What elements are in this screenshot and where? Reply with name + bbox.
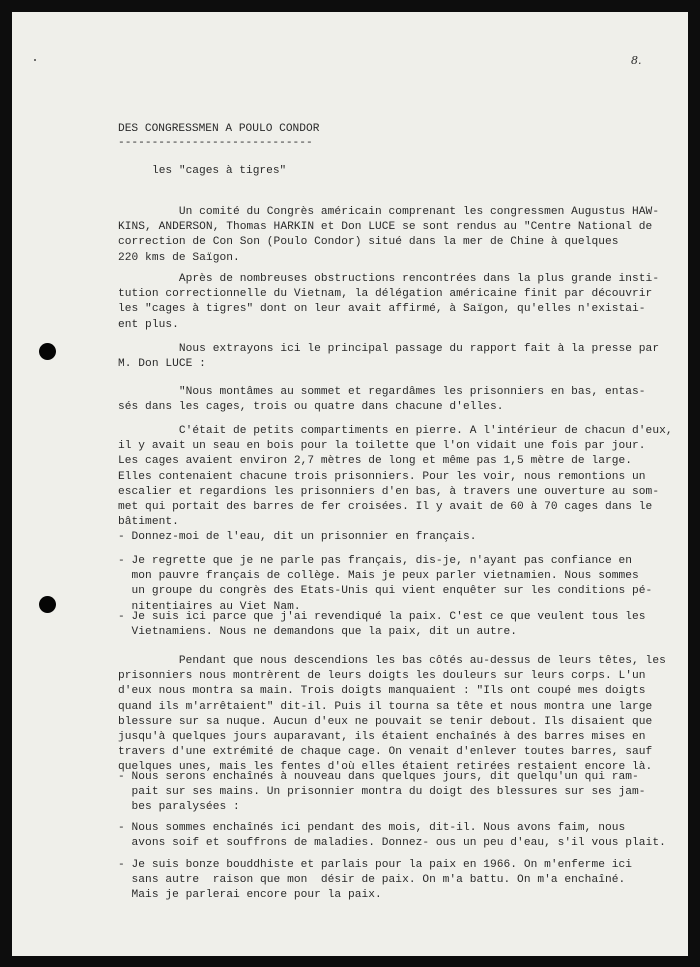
punch-hole-bottom (39, 596, 56, 613)
page-number: 8. (631, 54, 642, 67)
text-line: Un comité du Congrès américain comprenant les congressmen Augustus HAW- (118, 206, 660, 218)
punch-hole-top (39, 343, 56, 360)
text-line: bâtiment. (118, 516, 179, 529)
text-line: - Je suis ici parce que j'ai revendiqué la paix. C'est ce que veulent tous les (118, 611, 646, 623)
text-line: "Nous montâmes au sommet et regardâmes les prisonniers en bas, entas- (118, 386, 646, 398)
text-line: sés dans les cages, trois ou quatre dans chacune d'elles. (118, 401, 504, 414)
text-line: les "cages à tigres" dont on leur avait affirmé, à Saïgon, qu'elles n'existai- (118, 303, 646, 316)
text-line: prisonniers nous montrèrent de leurs doigts les douleurs sur leurs corps. L'un (118, 670, 646, 683)
document-subtitle: les "cages à tigres" (152, 165, 287, 177)
text-line: - Nous sommes enchaînés ici pendant des mois, dit-il. Nous avons faim, nous (118, 822, 626, 834)
text-line: jusqu'à quelques jours auparavant, ils étaient enchaînés à des barres mises en (118, 731, 646, 743)
text-line: C'était de petits compartiments en pierre. A l'intérieur de chacun d'eux, (118, 425, 673, 437)
text-line: d'eux nous montra sa main. Trois doigts manquaient : "Ils ont coupé mes doigts (118, 685, 646, 698)
text-line: Vietnamiens. Nous ne demandons que la paix, dit un autre. (118, 626, 518, 639)
text-line: met qui portait des barres de fer croisées. Il y avait de 60 à 70 cages dans le (118, 501, 653, 513)
text-line: Les cages avaient environ 2,7 mètres de long et même pas 1,5 mètre de large. (118, 455, 633, 468)
text-line: un groupe du congrès des Etats-Unis qui vient enquêter sur les conditions pé- (118, 585, 653, 598)
text-line: 220 kms de Saïgon. (118, 251, 240, 264)
text-line: mon pauvre français de collège. Mais je peux parler vietnamien. Nous sommes (118, 570, 639, 583)
text-line: M. Don LUCE : (118, 358, 206, 371)
heading-underline: ----------------------------- (118, 137, 313, 149)
text-line: quelques unes, mais les fentes d'où elles étaient retirées restaient encore là. (118, 761, 653, 774)
text-line: pait sur ses mains. Un prisonnier montra du doigt des blessures sur ses jam- (118, 786, 646, 799)
text-line: Après de nombreuses obstructions rencontrées dans la plus grande insti- (118, 273, 660, 285)
text-line: tution correctionnelle du Vietnam, la délégation américaine finit par découvrir (118, 288, 653, 301)
text-line: blessure sur sa nuque. Aucun d'eux ne pouvait se tenir debout. Ils disaient que (118, 715, 653, 728)
text-line: escalier et regardions les prisonniers d'en bas, à travers une ouverture au som- (118, 485, 660, 498)
text-line: Mais je parlerai encore pour la paix. (118, 889, 382, 902)
text-line: Elles contenaient chacune trois prisonniers. Pour les voir, nous remontions un (118, 470, 646, 483)
text-line: correction de Con Son (Poulo Condor) situé dans la mer de Chine à quelques (118, 236, 619, 249)
text-line: ent plus. (118, 318, 179, 331)
text-line: travers d'une extrémité de chaque cage. On venait d'enlever toutes barres, sauf (118, 746, 653, 759)
text-line: sans autre raison que mon désir de paix. On m'a battu. On m'a enchaîné. (118, 874, 626, 887)
document-page (12, 12, 688, 956)
text-line: bes paralysées : (118, 801, 240, 814)
text-line: - Je regrette que je ne parle pas français, dis-je, n'ayant pas confiance en (118, 555, 633, 567)
document-heading: DES CONGRESSMEN A POULO CONDOR (118, 123, 320, 135)
text-line: KINS, ANDERSON, Thomas HARKIN et Don LUCE se sont rendus au "Centre National de (118, 221, 653, 234)
text-line: - Donnez-moi de l'eau, dit un prisonnier en français. (118, 531, 477, 543)
text-line: quand ils m'arrêtaient" dit-il. Puis il tourna sa tête et nous montra une large (118, 700, 653, 713)
text-line: Pendant que nous descendions les bas côtés au-dessus de leurs têtes, les (118, 655, 666, 667)
text-line: nitentiaires au Viet Nam. (118, 600, 301, 613)
text-line: - Nous serons enchaînés à nouveau dans quelques jours, dit quelqu'un qui ram- (118, 771, 639, 783)
text-line: - Je suis bonze bouddhiste et parlais pour la paix en 1966. On m'enferme ici (118, 859, 633, 871)
text-line: il y avait un seau en bois pour la toilette que l'on vidait une fois par jour. (118, 440, 646, 453)
text-line: Nous extrayons ici le principal passage du rapport fait à la presse par (118, 343, 660, 355)
text-line: avons soif et souffrons de maladies. Donnez- ous un peu d'eau, s'il vous plait. (118, 837, 666, 850)
speck (34, 59, 36, 61)
